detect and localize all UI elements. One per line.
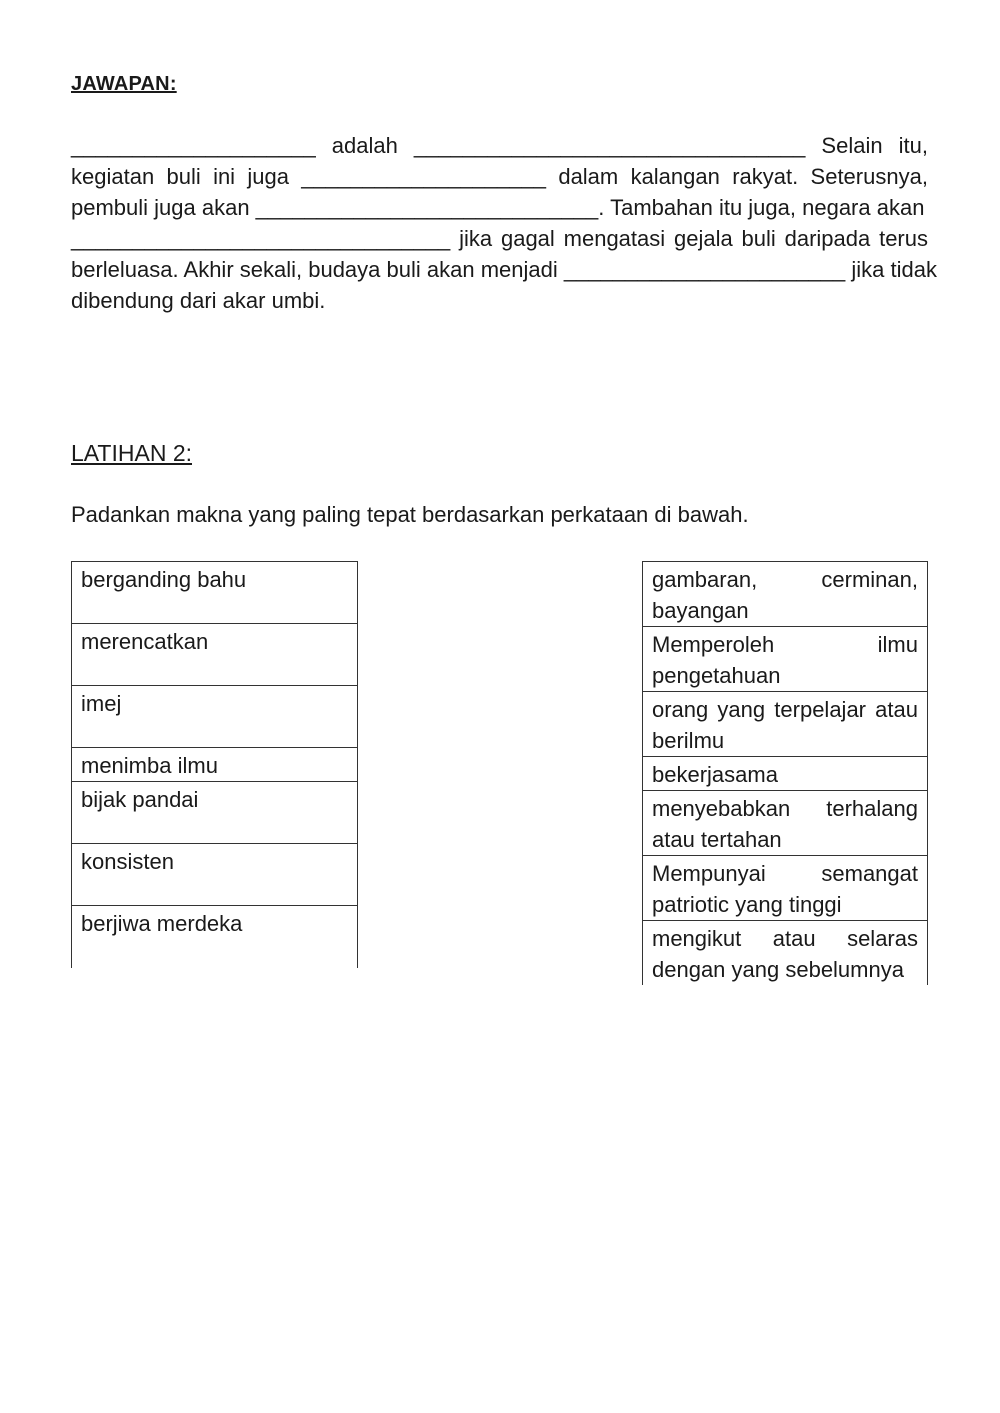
line-text: pembuli juga akan ____________________________. Tambahan itu juga, negara akan: [71, 195, 925, 220]
paragraph-line-3: [71, 192, 928, 223]
blank-5[interactable]: _______________________________: [71, 226, 451, 251]
word-cell[interactable]: menimba ilmu: [72, 748, 358, 782]
word: kegiatan: [71, 164, 155, 189]
word: mengatasi: [563, 226, 666, 251]
answer-paragraph: [71, 130, 937, 316]
word-cell[interactable]: berganding bahu: [72, 562, 358, 624]
meaning-cell[interactable]: Mempunyai semangat patriotic yang tinggi: [643, 856, 928, 921]
word: ini: [213, 164, 236, 189]
word-cell[interactable]: berjiwa merdeka: [72, 906, 358, 968]
meanings-table: [642, 561, 928, 985]
word: daripada: [784, 226, 871, 251]
meaning-cell[interactable]: menyebabkan terhalang atau tertahan: [643, 791, 928, 856]
word-cell[interactable]: imej: [72, 686, 358, 748]
blank-2[interactable]: ________________________________: [413, 133, 806, 158]
word-cell[interactable]: konsisten: [72, 844, 358, 906]
word: kalangan: [630, 164, 720, 189]
word-cell[interactable]: bijak pandai: [72, 782, 358, 844]
word: rakyat.: [732, 164, 799, 189]
word: juga: [247, 164, 289, 189]
word: buli: [166, 164, 201, 189]
word: terus: [879, 226, 928, 251]
word: gagal: [500, 226, 555, 251]
blank-1[interactable]: ____________________: [71, 133, 316, 158]
word-cell[interactable]: merencatkan: [72, 624, 358, 686]
paragraph-line-4: [71, 223, 928, 254]
paragraph-line-5: [71, 254, 937, 285]
meaning-cell[interactable]: mengikut atau selaras dengan yang sebelumnya: [643, 921, 928, 986]
words-table: [71, 561, 358, 968]
answer-heading: JAWAPAN:: [71, 73, 177, 95]
meaning-cell[interactable]: orang yang terpelajar atau berilmu: [643, 692, 928, 757]
paragraph-line-6: [71, 285, 928, 316]
word: Seterusnya,: [810, 164, 928, 189]
blank-3[interactable]: ____________________: [301, 164, 547, 189]
paragraph-line-2: [71, 161, 928, 192]
word: gejala: [673, 226, 733, 251]
word: itu,: [898, 133, 928, 158]
meaning-cell[interactable]: Memperoleh ilmu pengetahuan: [643, 627, 928, 692]
word: adalah: [331, 133, 398, 158]
word: Selain: [821, 133, 883, 158]
exercise-instruction: Padankan makna yang paling tepat berdasarkan perkataan di bawah.: [71, 502, 749, 527]
meaning-cell[interactable]: bekerjasama: [643, 757, 928, 791]
paragraph-line-1: [71, 130, 928, 161]
exercise-title: LATIHAN 2:: [71, 440, 192, 466]
word: buli: [741, 226, 776, 251]
line-text: dibendung dari akar umbi.: [71, 288, 326, 313]
meaning-cell[interactable]: gambaran, cerminan, bayangan: [643, 562, 928, 627]
word: jika: [459, 226, 493, 251]
word: dalam: [558, 164, 619, 189]
line-text: berleluasa. Akhir sekali, budaya buli akan menjadi _______________________ jika tidak: [71, 257, 937, 282]
